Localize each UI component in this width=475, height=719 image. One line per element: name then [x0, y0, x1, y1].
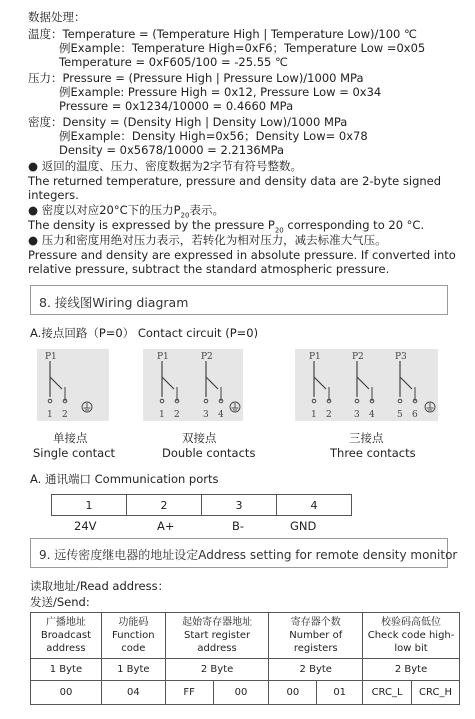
double-contact-diagram — [143, 349, 243, 421]
pressure-example: 例Example: Pressure High = 0x12, Pressure Low = 0x34 — [59, 85, 382, 99]
section-8-header: 8. 接线图Wiring diagram — [30, 285, 448, 315]
single-contact-diagram — [37, 349, 109, 421]
send-label: 发送/Send: — [30, 595, 90, 609]
note-signed-en-2: integers. — [28, 188, 79, 202]
svg-text:2: 2 — [326, 410, 332, 420]
value-cell: 04 — [101, 681, 165, 705]
svg-text:1: 1 — [159, 410, 165, 420]
three-contact-label-en: Three contacts — [330, 446, 416, 460]
density-formula: 密度：Density = (Density High | Density Low)/1000 MPa — [28, 115, 348, 129]
value-cell: CRC_H — [412, 681, 460, 705]
svg-text:3: 3 — [354, 410, 360, 420]
header-function-code: 功能码 Function code — [101, 613, 165, 659]
single-contact-label-cn: 单接点 — [53, 431, 88, 445]
port-label-24v: 24V — [74, 519, 97, 533]
note-density-en: The density is expressed by the pressure $P_{20}$ corresponding to 20 °C. — [28, 218, 425, 235]
value-cell: 01 — [317, 681, 363, 705]
double-contact-label-cn: 双接点 — [182, 431, 217, 445]
single-contact-label-en: Single contact — [33, 446, 116, 460]
value-cell: CRC_L — [363, 681, 412, 705]
temperature-result: Temperature = 0xF605/100 = -25.55 ℃ — [59, 55, 288, 69]
pressure-result: Pressure = 0x1234/10000 = 0.4660 MPa — [59, 99, 294, 113]
header-check-code: 校验码高低位 Check code high-low bit — [363, 613, 460, 659]
value-cell: FF — [165, 681, 213, 705]
svg-text:P3: P3 — [395, 352, 407, 362]
port-number: 1 — [52, 495, 127, 516]
ports-table — [51, 494, 352, 516]
header-broadcast-address: 广播地址 Broadcast address — [31, 613, 102, 659]
note-signed-cn: ● 返回的温度、压力、密度数据为2字节有符号整数。 — [28, 159, 303, 173]
svg-text:P1: P1 — [309, 352, 321, 362]
svg-text:P2: P2 — [352, 352, 364, 362]
comm-ports-title: A. 通讯端口 Communication ports — [30, 472, 219, 486]
note-signed-en-1: The returned temperature, pressure and density data are 2-byte signed — [28, 174, 442, 188]
header-number-registers: 寄存器个数 Number of registers — [269, 613, 363, 659]
value-cell: 00 — [213, 681, 269, 705]
port-label-b: B- — [232, 519, 245, 533]
section-9-header: 9. 远传密度继电器的地址设定Address setting for remote density monitor — [30, 538, 448, 568]
byte-size-cell: 1 Byte — [101, 659, 165, 681]
byte-size-cell: 1 Byte — [31, 659, 102, 681]
value-cell: 00 — [269, 681, 317, 705]
density-example: 例Example：Density High=0x56；Density Low= 0x78 — [59, 129, 368, 143]
port-number: 2 — [127, 495, 202, 516]
temperature-example: 例Example：Temperature High=0xF6；Temperature Low =0x05 — [59, 41, 426, 55]
svg-text:5: 5 — [397, 410, 403, 420]
three-contact-diagram — [295, 349, 438, 421]
port-label-a: A+ — [157, 519, 175, 533]
port-label-gnd: GND — [290, 519, 317, 533]
svg-text:1: 1 — [311, 410, 317, 420]
byte-size-cell: 2 Byte — [165, 659, 269, 681]
svg-text:6: 6 — [412, 410, 418, 420]
density-result: Density = 0x5678/10000 = 2.2136MPa — [59, 143, 285, 157]
three-contact-label-cn: 三接点 — [349, 431, 384, 445]
value-cell: 00 — [31, 681, 102, 705]
note-density-cn: ● 密度以对应20°C下的压力$P_{20}$表示。 — [28, 203, 224, 220]
header-start-register: 起始寄存器地址 Start register address — [165, 613, 269, 659]
note-absolute-en-2: relative pressure, subtract the standard atmospheric pressure. — [28, 262, 390, 276]
note-absolute-cn: ● 压力和密度用绝对压力表示，若转化为相对压力，减去标准大气压。 — [28, 233, 387, 247]
pressure-formula: 压力：Pressure = (Pressure High | Pressure Low)/1000 MPa — [28, 71, 364, 85]
temperature-formula: 温度：Temperature = (Temperature High | Temperature Low)/100 ℃ — [28, 27, 417, 41]
svg-text:2: 2 — [62, 410, 68, 420]
svg-text:2: 2 — [174, 410, 180, 420]
svg-text:P1: P1 — [45, 352, 57, 362]
svg-text:4: 4 — [369, 410, 375, 420]
contact-circuit-title: A.接点回路（P=0） Contact circuit (P=0) — [30, 326, 259, 340]
svg-text:1: 1 — [47, 410, 53, 420]
port-number: 3 — [202, 495, 277, 516]
svg-text:P1: P1 — [157, 352, 169, 362]
svg-text:3: 3 — [203, 410, 209, 420]
svg-text:P2: P2 — [201, 352, 213, 362]
register-table — [30, 612, 460, 705]
heading: 数据处理： — [28, 10, 86, 24]
byte-size-cell: 2 Byte — [363, 659, 460, 681]
double-contact-label-en: Double contacts — [162, 446, 256, 460]
read-address-label: 读取地址/Read address： — [30, 579, 170, 593]
byte-size-cell: 2 Byte — [269, 659, 363, 681]
svg-text:4: 4 — [218, 410, 224, 420]
note-absolute-en-1: Pressure and density are expressed in absolute pressure. If converted into — [28, 248, 456, 262]
port-number: 4 — [277, 495, 352, 516]
